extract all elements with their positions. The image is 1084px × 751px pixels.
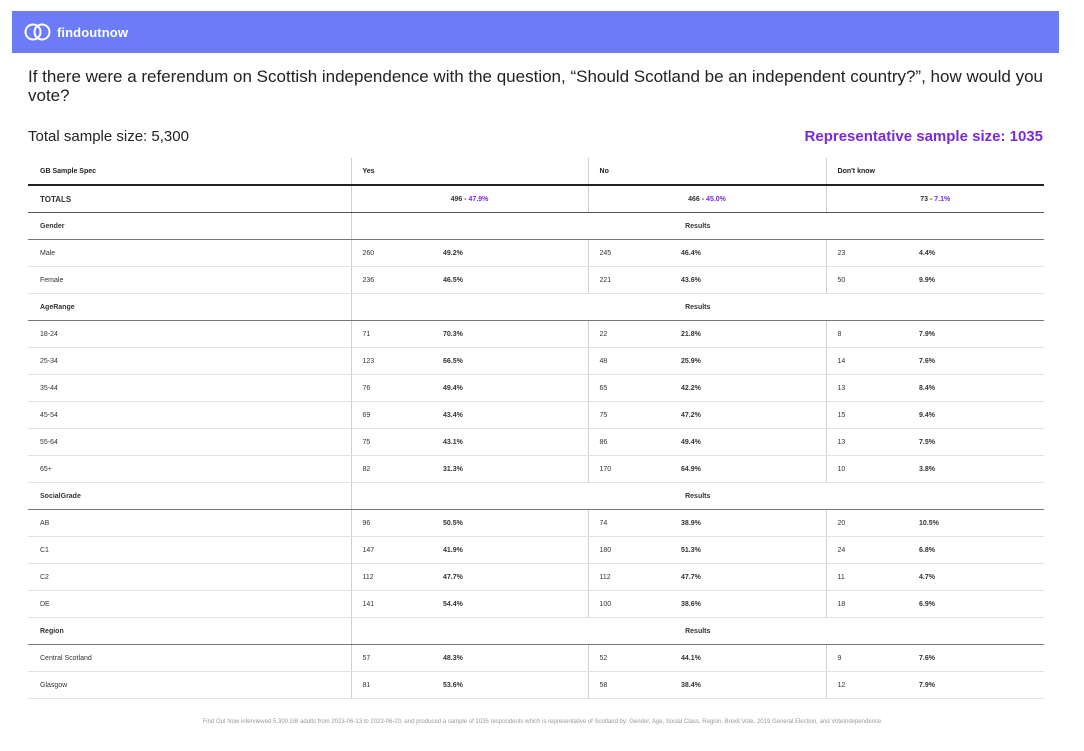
yes-percent: 50.5% (443, 510, 588, 537)
brand-name: findoutnow (57, 24, 129, 40)
dont-know-count: 14 (826, 348, 919, 375)
yes-count: 57 (351, 645, 443, 672)
dont-know-count: 13 (826, 375, 919, 402)
results-label: Results (351, 618, 1044, 645)
section-title: SocialGrade (28, 483, 351, 510)
section-title: AgeRange (28, 294, 351, 321)
no-count: 75 (588, 402, 681, 429)
yes-percent: 48.3% (443, 645, 588, 672)
yes-percent: 46.5% (443, 267, 588, 294)
no-count: 65 (588, 375, 681, 402)
column-header-yes: Yes (351, 158, 588, 185)
totals-yes-count: 496 (450, 195, 463, 203)
yes-percent: 53.6% (443, 672, 588, 699)
section-header-row (28, 483, 1044, 510)
no-count: 48 (588, 348, 681, 375)
yes-count: 141 (351, 591, 443, 618)
dont-know-count: 20 (826, 510, 919, 537)
yes-percent: 41.9% (443, 537, 588, 564)
table-row (28, 591, 1044, 618)
dont-know-percent: 7.9% (919, 321, 1044, 348)
totals-no: 466 - 45.0% (588, 185, 826, 213)
no-percent: 38.6% (681, 591, 826, 618)
yes-percent: 49.2% (443, 240, 588, 267)
row-label: 18-24 (28, 321, 351, 348)
dont-know-count: 15 (826, 402, 919, 429)
dont-know-count: 18 (826, 591, 919, 618)
no-percent: 21.8% (681, 321, 826, 348)
totals-yes-pct: 47.9% (468, 195, 489, 203)
no-count: 170 (588, 456, 681, 483)
dont-know-count: 8 (826, 321, 919, 348)
no-percent: 25.9% (681, 348, 826, 375)
section-header-row (28, 294, 1044, 321)
yes-percent: 70.3% (443, 321, 588, 348)
no-count: 22 (588, 321, 681, 348)
results-table (28, 158, 1044, 699)
no-count: 52 (588, 645, 681, 672)
yes-count: 75 (351, 429, 443, 456)
dont-know-percent: 8.4% (919, 375, 1044, 402)
yes-percent: 54.4% (443, 591, 588, 618)
table-row (28, 348, 1044, 375)
no-count: 100 (588, 591, 681, 618)
row-label: 35-44 (28, 375, 351, 402)
column-header-no: No (588, 158, 826, 185)
no-count: 221 (588, 267, 681, 294)
no-count: 180 (588, 537, 681, 564)
dont-know-percent: 10.5% (919, 510, 1044, 537)
table-row (28, 672, 1044, 699)
dont-know-percent: 7.6% (919, 645, 1044, 672)
table-row (28, 402, 1044, 429)
survey-question: If there were a referendum on Scottish independence with the question, “Should Scotland be an independent country?”, how would you vote? (28, 67, 1043, 105)
table-row (28, 267, 1044, 294)
row-label: Glasgow (28, 672, 351, 699)
section-header-row (28, 618, 1044, 645)
dont-know-count: 24 (826, 537, 919, 564)
yes-count: 96 (351, 510, 443, 537)
header-bar (12, 11, 1059, 53)
no-count: 58 (588, 672, 681, 699)
dont-know-count: 11 (826, 564, 919, 591)
no-percent: 47.2% (681, 402, 826, 429)
dont-know-count: 23 (826, 240, 919, 267)
table-row (28, 321, 1044, 348)
totals-dont-know: 73 - 7.1% (826, 185, 1044, 213)
section-title: Gender (28, 213, 351, 240)
table-header-row (28, 158, 1044, 185)
row-label: Central Scotland (28, 645, 351, 672)
no-percent: 46.4% (681, 240, 826, 267)
yes-percent: 43.1% (443, 429, 588, 456)
results-label: Results (351, 483, 1044, 510)
results-label: Results (351, 213, 1044, 240)
row-label: DE (28, 591, 351, 618)
representative-sample-size: Representative sample size: 1035 (804, 128, 1043, 145)
table-row (28, 240, 1044, 267)
totals-dk-count: 73 (920, 195, 929, 203)
no-percent: 38.9% (681, 510, 826, 537)
row-label: 55-64 (28, 429, 351, 456)
row-label: 25-34 (28, 348, 351, 375)
no-percent: 42.2% (681, 375, 826, 402)
no-percent: 51.3% (681, 537, 826, 564)
dont-know-percent: 4.4% (919, 240, 1044, 267)
dont-know-count: 50 (826, 267, 919, 294)
row-label: 45-54 (28, 402, 351, 429)
dont-know-percent: 7.9% (919, 672, 1044, 699)
no-count: 74 (588, 510, 681, 537)
section-header-row (28, 213, 1044, 240)
row-label: AB (28, 510, 351, 537)
dont-know-percent: 6.9% (919, 591, 1044, 618)
row-label: Female (28, 267, 351, 294)
dont-know-count: 13 (826, 429, 919, 456)
totals-no-count: 466 (688, 195, 700, 203)
yes-count: 81 (351, 672, 443, 699)
table-row (28, 537, 1044, 564)
row-label: C2 (28, 564, 351, 591)
yes-percent: 31.3% (443, 456, 588, 483)
yes-count: 82 (351, 456, 443, 483)
totals-yes: 496 - 47.9% (351, 185, 588, 213)
row-label: Male (28, 240, 351, 267)
yes-count: 236 (351, 267, 443, 294)
dont-know-percent: 9.4% (919, 402, 1044, 429)
no-count: 86 (588, 429, 681, 456)
dont-know-percent: 4.7% (919, 564, 1044, 591)
totals-no-pct: 45.0% (706, 195, 726, 203)
total-sample-size: Total sample size: 5,300 (28, 128, 189, 145)
no-percent: 64.9% (681, 456, 826, 483)
no-percent: 49.4% (681, 429, 826, 456)
results-label: Results (351, 294, 1044, 321)
totals-dk-pct: 7.1% (934, 195, 951, 203)
dont-know-percent: 7.5% (919, 429, 1044, 456)
no-percent: 43.6% (681, 267, 826, 294)
yes-count: 112 (351, 564, 443, 591)
dont-know-percent: 9.9% (919, 267, 1044, 294)
dont-know-count: 10 (826, 456, 919, 483)
section-title: Region (28, 618, 351, 645)
logo-rings-icon (24, 22, 52, 42)
table-row (28, 510, 1044, 537)
dont-know-count: 9 (826, 645, 919, 672)
table-row (28, 429, 1044, 456)
methodology-footer: Find Out Now interviewed 5,300 GB adults from 2023-06-13 to 2023-06-20, and produced a sample of 1035 respondents which is representative of Scotland by: Gender, Age, Social Class, Region, Brexit Vote, 2019 General Election, and VoteIndependence (202, 719, 882, 725)
yes-count: 147 (351, 537, 443, 564)
yes-count: 69 (351, 402, 443, 429)
yes-percent: 43.4% (443, 402, 588, 429)
no-percent: 47.7% (681, 564, 826, 591)
yes-percent: 66.5% (443, 348, 588, 375)
row-label: 65+ (28, 456, 351, 483)
column-header-spec: GB Sample Spec (28, 158, 351, 185)
dont-know-percent: 6.8% (919, 537, 1044, 564)
yes-count: 123 (351, 348, 443, 375)
table-row (28, 456, 1044, 483)
table-row (28, 564, 1044, 591)
totals-row (28, 185, 1044, 213)
no-count: 245 (588, 240, 681, 267)
yes-count: 71 (351, 321, 443, 348)
no-percent: 44.1% (681, 645, 826, 672)
dont-know-percent: 7.6% (919, 348, 1044, 375)
row-label: C1 (28, 537, 351, 564)
yes-count: 76 (351, 375, 443, 402)
no-percent: 38.4% (681, 672, 826, 699)
yes-count: 260 (351, 240, 443, 267)
table-row (28, 645, 1044, 672)
yes-percent: 49.4% (443, 375, 588, 402)
logo[interactable] (24, 22, 128, 42)
table-row (28, 375, 1044, 402)
dont-know-count: 12 (826, 672, 919, 699)
totals-label: TOTALS (28, 185, 351, 213)
yes-percent: 47.7% (443, 564, 588, 591)
no-count: 112 (588, 564, 681, 591)
dont-know-percent: 3.8% (919, 456, 1044, 483)
column-header-dont-know: Don't know (826, 158, 1044, 185)
